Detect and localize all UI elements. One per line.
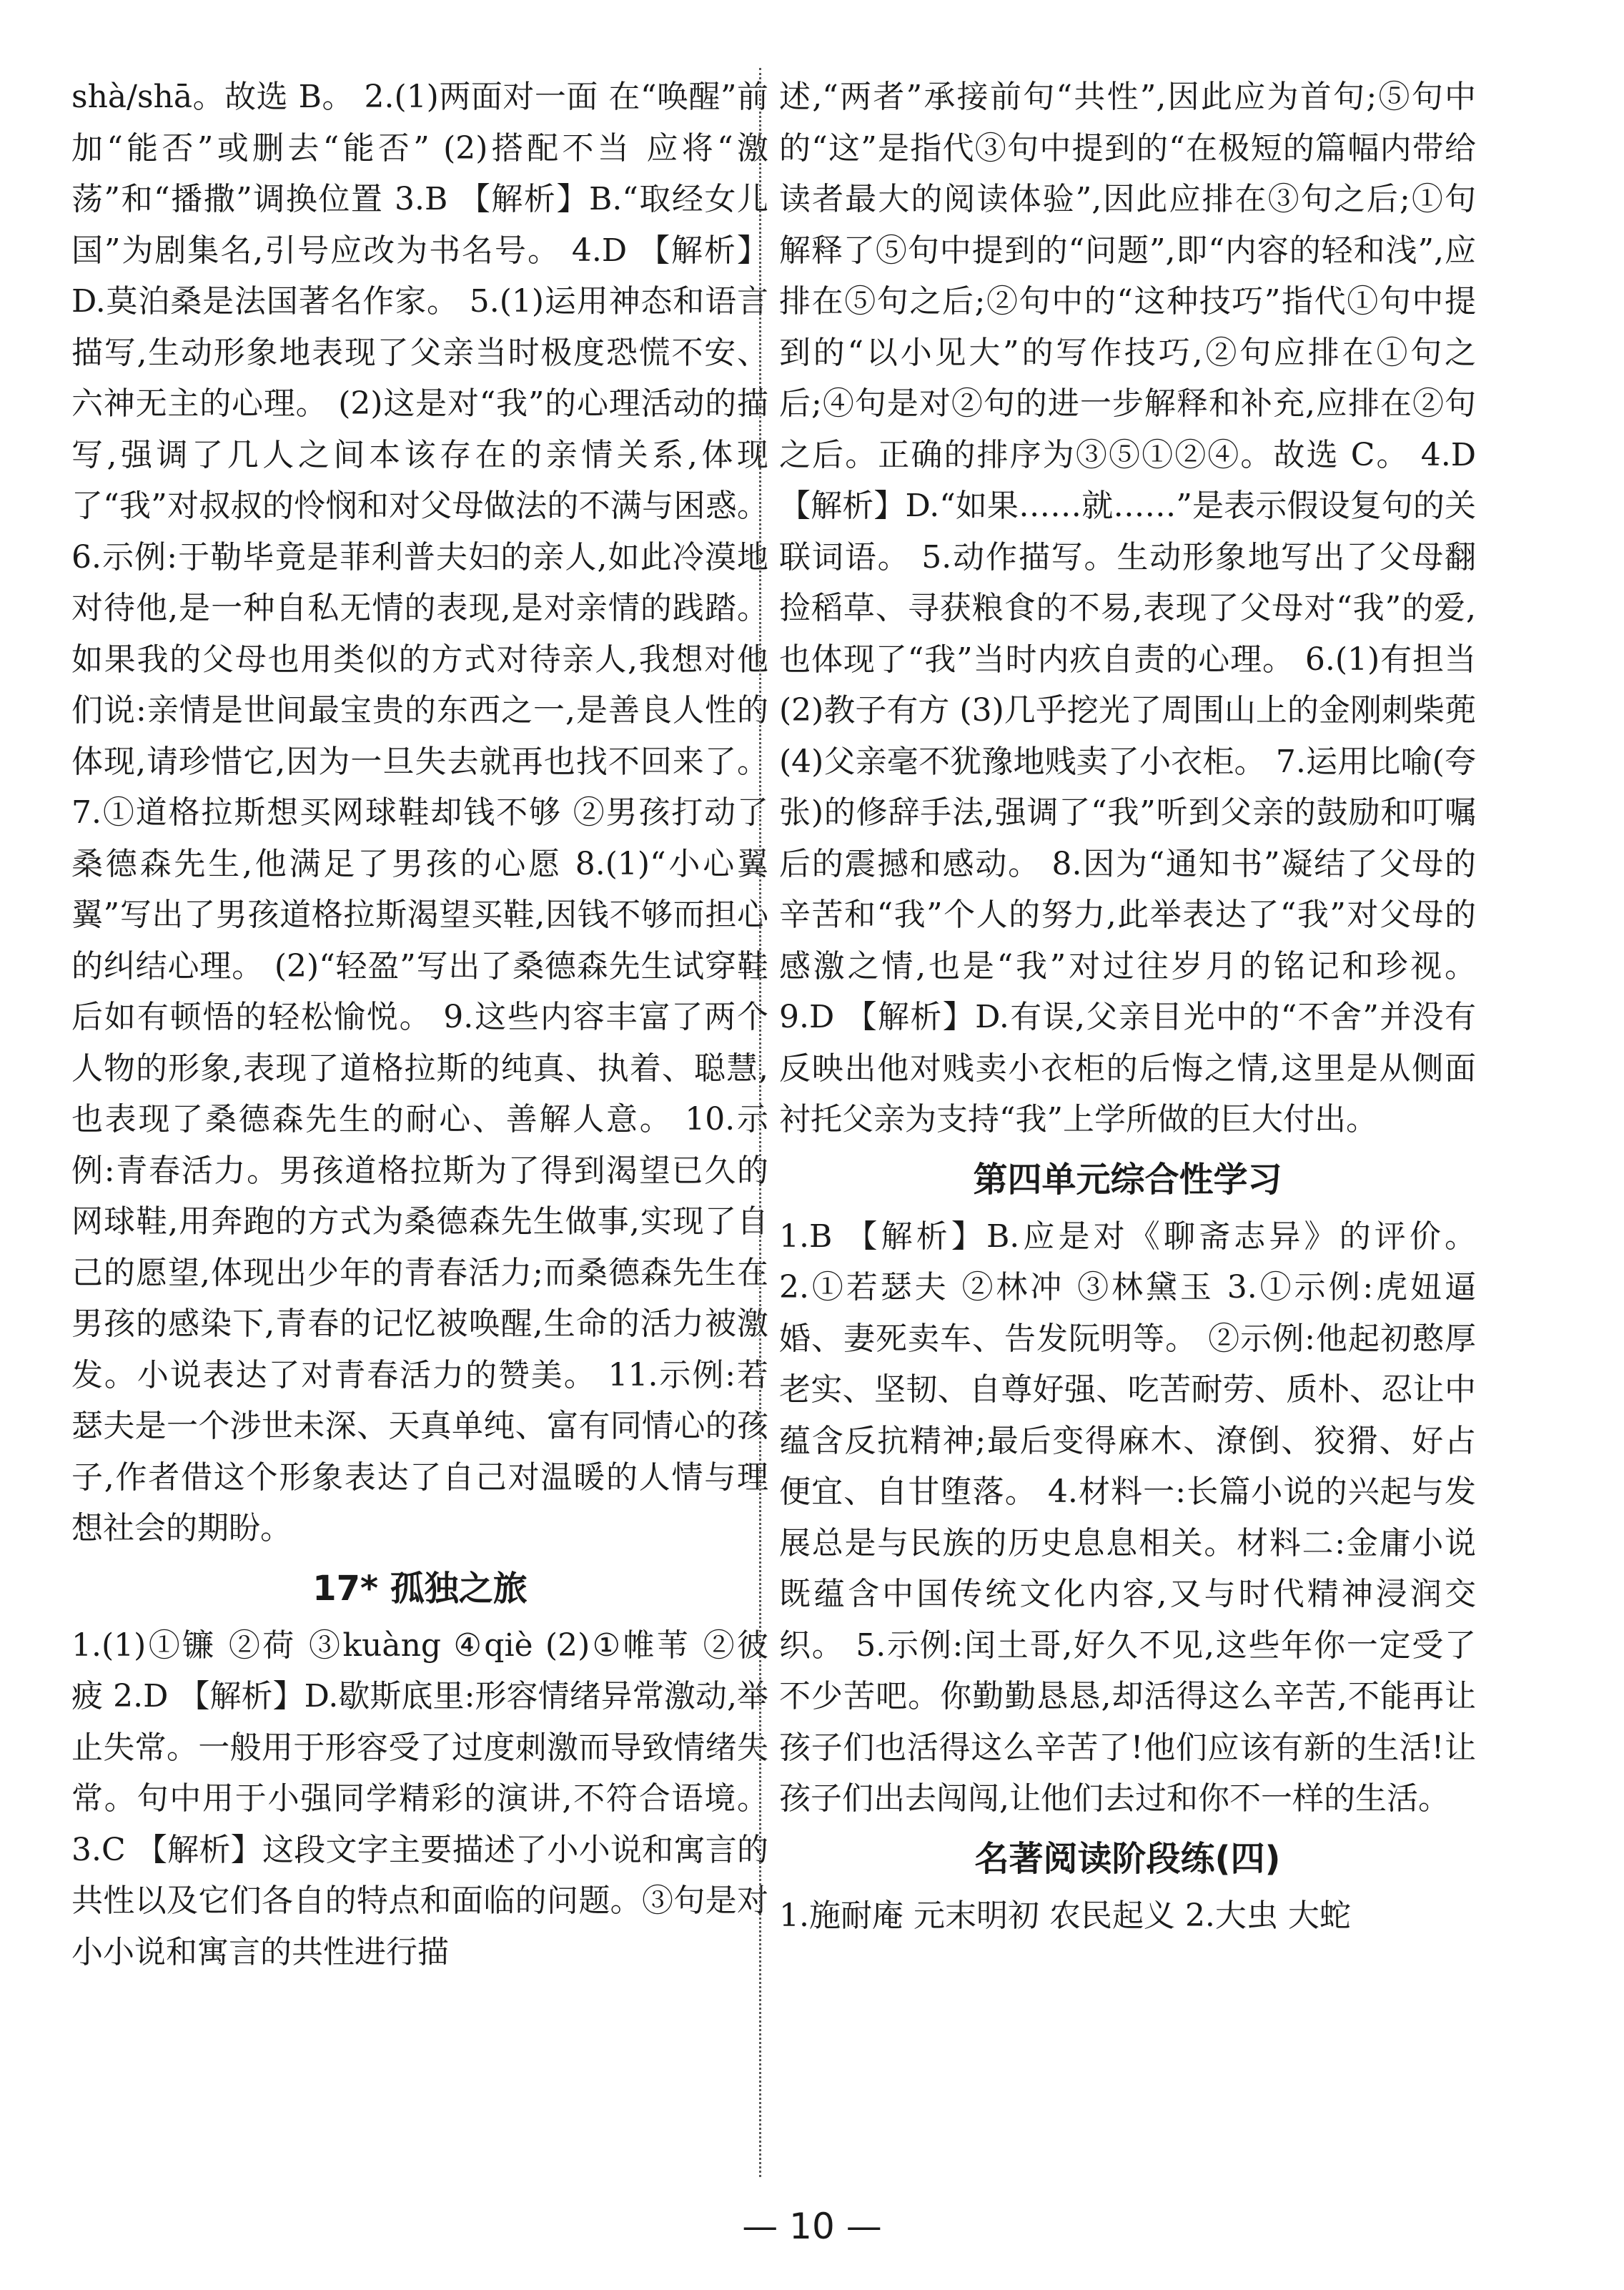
answer-paragraph: 述,“两者”承接前句“共性”,因此应为首句;⑤句中的“这”是指代③句中提到的“在极短的篇幅内带给读者最大的阅读体验”,因此应排在③句之后;①句解释了⑤句中提到的“问题”,即“内容的轻和浅”,应排在⑤句之后;②句中的“这种技巧”指代①句中提到的“以小见大”的写作技巧,②句应排在①句之后;④句是对②句的进一步解释和补充,应排在②句之后。正确的排序为③⑤①②④。故选 C。 4.D 【解析】D.“如果……就……”是表示假设复句的关联词语。 5.动作描写。生动形象地写出了父母翻捡稻草、寻获粮食的不易,表现了父母对“我”的爱,也体现了“我”当时内疚自责的心理。 6.(1)有担当 (2)教子有方 (3)几乎挖光了周围山上的金刚刺柴蔸 (4)父亲毫不犹豫地贱卖了小衣柜。 7.运用比喻(夸张)的修辞手法,强调了“我”听到父亲的鼓励和叮嘱后的震撼和感动。 8.因为“通知书”凝结了父母的辛苦和“我”个人的努力,此举表达了“我”对父母的感激之情,也是“我”对过往岁月的铭记和珍视。 9.D 【解析】D.有误,父亲目光中的“不舍”并没有反映出他对贱卖小衣柜的后悔之情,这里是从侧面衬托父亲为支持“我”上学所做的巨大付出。: [779, 79, 1476, 1137]
section-heading: 第四单元综合性学习: [973, 1159, 1282, 1200]
section-heading: 名著阅读阶段练(四): [974, 1838, 1281, 1879]
answer-paragraph: 1.施耐庵 元末明初 农民起义 2.大虫 大蛇: [779, 1897, 1351, 1934]
answer-paragraph: shà/shā。故选 B。 2.(1)两面对一面 在“唤醒”前加“能否”或删去“能否” (2)搭配不当 应将“激荡”和“播撒”调换位置 3.B 【解析】B.“取经女儿国”为剧集名,引号应改为书名号。 4.D 【解析】D.莫泊桑是法国著名作家。 5.(1)运用神态和语言描写,生动形象地表现了父亲当时极度恐慌不安、六神无主的心理。 (2)这是对“我”的心理活动的描写,强调了几人之间本该存在的亲情关系,体现了“我”对叔叔的怜悯和对父母做法的不满与困惑。 6.示例:于勒毕竟是菲利普夫妇的亲人,如此冷漠地对待他,是一种自私无情的表现,是对亲情的践踏。如果我的父母也用类似的方式对待亲人,我想对他们说:亲情是世间最宝贵的东西之一,是善良人性的体现,请珍惜它,因为一旦失去就再也找不回来了。 7.①道格拉斯想买网球鞋却钱不够 ②男孩打动了桑德森先生,他满足了男孩的心愿 8.(1)“小心翼翼”写出了男孩道格拉斯渴望买鞋,因钱不够而担心的纠结心理。 (2)“轻盈”写出了桑德森先生试穿鞋后如有顿悟的轻松愉悦。 9.这些内容丰富了两个人物的形象,表现了道格拉斯的纯真、执着、聪慧,也表现了桑德森先生的耐心、善解人意。 10.示例:青春活力。男孩道格拉斯为了得到渴望已久的网球鞋,用奔跑的方式为桑德森先生做事,实现了自己的愿望,体现出少年的青春活力;而桑德森先生在男孩的感染下,青春的记忆被唤醒,生命的活力被激发。小说表达了对青春活力的赞美。 11.示例:若瑟夫是一个涉世未深、天真单纯、富有同情心的孩子,作者借这个形象表达了自己对温暖的人情与理想社会的期盼。: [71, 79, 769, 1546]
section-heading: 17* 孤独之旅: [312, 1568, 528, 1609]
left-column: [71, 71, 768, 1978]
answer-paragraph: 1.B 【解析】B.应是对《聊斋志异》的评价。 2.①若瑟夫 ②林冲 ③林黛玉 3.①示例:虎妞逼婚、妻死卖车、告发阮明等。 ②示例:他起初憨厚老实、坚韧、自尊好强、吃苦耐劳、质朴、忍让中蕴含反抗精神;最后变得麻木、潦倒、狡猾、好占便宜、自甘堕落。 4.材料一:长篇小说的兴起与发展总是与民族的历史息息相关。材料二:金庸小说既蕴含中国传统文化内容,又与时代精神浸润交织。 5.示例:闰土哥,好久不见,这些年你一定受了不少苦吧。你勤勤恳恳,却活得这么辛苦,不能再让孩子们也活得这么辛苦了!他们应该有新的生活!让孩子们出去闯闯,让他们去过和你不一样的生活。: [779, 1218, 1476, 1817]
page-number: — 10 —: [742, 2206, 882, 2247]
right-column: [779, 71, 1476, 1941]
answer-paragraph: 1.(1)①镰 ②荷 ③kuàng ④qiè (2)①帷苇 ②彼 疲 2.D 【解析】D.歇斯底里:形容情绪异常激动,举止失常。一般用于形容受了过度刺激而导致情绪失常。句中用于小强同学精彩的演讲,不符合语境。 3.C 【解析】这段文字主要描述了小小说和寓言的共性以及它们各自的特点和面临的问题。③句是对小小说和寓言的共性进行描: [71, 1627, 768, 1970]
column-divider: [759, 68, 761, 2177]
